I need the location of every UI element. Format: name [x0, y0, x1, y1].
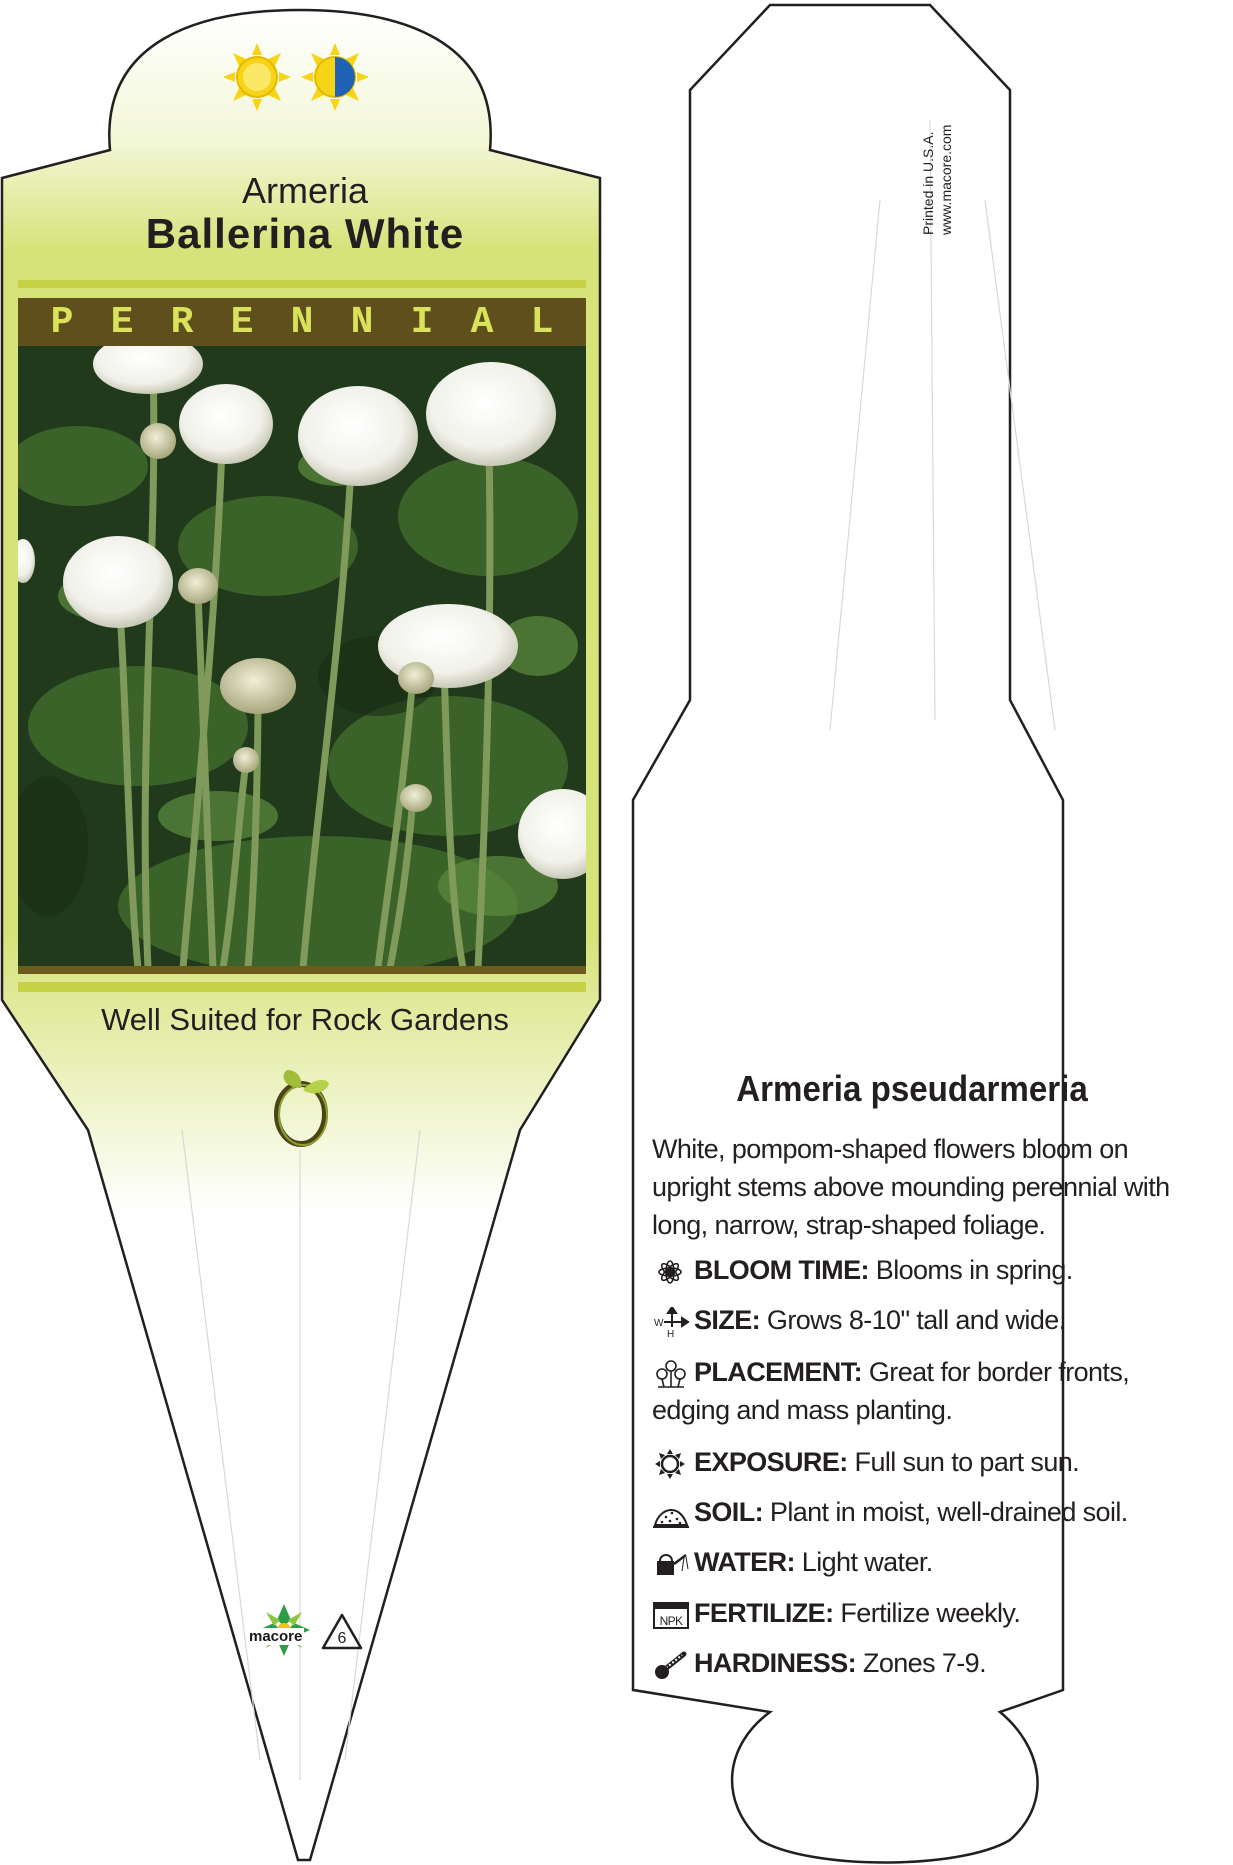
cultivar-title: Ballerina White [145, 210, 465, 257]
category-letter: N [350, 300, 374, 344]
detail-water [652, 1543, 1212, 1581]
category-letter: E [230, 300, 254, 344]
plant-description: White, pompom-shaped flowers bloom on upright stems above mounding perennial with long, narrow, strap-shaped foliage. [652, 1134, 1170, 1240]
detail-placement [652, 1353, 1212, 1429]
category-label [18, 298, 586, 346]
genus-title: Armeria [241, 170, 369, 211]
detail-label: WATER: [694, 1547, 795, 1577]
thermometer-icon [652, 1650, 690, 1680]
plant-photo [18, 346, 586, 968]
placement-plants-icon [652, 1359, 690, 1389]
exposure-sun-icon [652, 1449, 690, 1479]
printed-line-1: Printed in U.S.A. [920, 131, 936, 235]
detail-text: Great for border fronts, edging and mass planting. [652, 1357, 1130, 1425]
npk-text: NPK [659, 1613, 683, 1628]
npk-fertilizer-icon [652, 1600, 690, 1630]
detail-text: Zones 7-9. [862, 1648, 986, 1678]
photo-bottom-stripe [18, 966, 586, 974]
detail-text: Fertilize weekly. [840, 1598, 1021, 1628]
watering-can-icon [652, 1549, 690, 1579]
size-arrows-icon [652, 1307, 690, 1337]
detail-label: FERTILIZE: [694, 1598, 834, 1628]
detail-text: Blooms in spring. [875, 1255, 1073, 1285]
detail-fertilize [652, 1594, 1212, 1632]
detail-text: Full sun to part sun. [854, 1447, 1080, 1477]
detail-exposure [652, 1443, 1212, 1481]
detail-text: Light water. [801, 1547, 933, 1577]
tagline: Well Suited for Rock Gardens [101, 1002, 509, 1037]
category-letter: E [110, 300, 134, 344]
detail-text: Grows 8-10" tall and wide. [766, 1305, 1066, 1335]
soil-pile-icon [652, 1499, 690, 1529]
green-stripe [18, 982, 586, 992]
full-sun-icon [223, 43, 291, 111]
category-letter: I [410, 300, 434, 344]
sprout-logo-icon [265, 1068, 337, 1152]
printed-line-2: www.macore.com [938, 124, 954, 235]
scientific-name: Armeria pseudarmeria [736, 1068, 1088, 1109]
detail-hardiness [652, 1644, 1212, 1682]
category-letter: R [170, 300, 194, 344]
detail-bloom-time [652, 1251, 1212, 1289]
detail-label: HARDINESS: [694, 1648, 857, 1678]
detail-label: SOIL: [694, 1497, 763, 1527]
category-letter: A [470, 300, 494, 344]
detail-label: PLACEMENT: [694, 1357, 862, 1387]
category-letter: N [290, 300, 314, 344]
back-tag-shape [633, 5, 1063, 1863]
detail-label: BLOOM TIME: [694, 1255, 869, 1285]
printed-in-usa [920, 95, 960, 245]
detail-label: EXPOSURE: [694, 1447, 848, 1477]
recycle-number: 6 [337, 1630, 347, 1647]
sun-exposure-icons [222, 42, 372, 112]
detail-label: SIZE: [694, 1305, 761, 1335]
part-sun-icon [301, 43, 369, 111]
bloom-flower-icon [652, 1257, 690, 1287]
category-letter: L [530, 300, 554, 344]
detail-size [652, 1301, 1212, 1339]
size-h-letter: H [667, 1328, 674, 1337]
detail-soil [652, 1493, 1212, 1531]
category-letter: P [50, 300, 74, 344]
brand-name: macore [249, 1628, 303, 1645]
recycle-icon [320, 1612, 364, 1652]
size-w-letter: W [654, 1317, 663, 1329]
detail-text: Plant in moist, well-drained soil. [769, 1497, 1128, 1527]
top-green-stripe [18, 280, 586, 288]
